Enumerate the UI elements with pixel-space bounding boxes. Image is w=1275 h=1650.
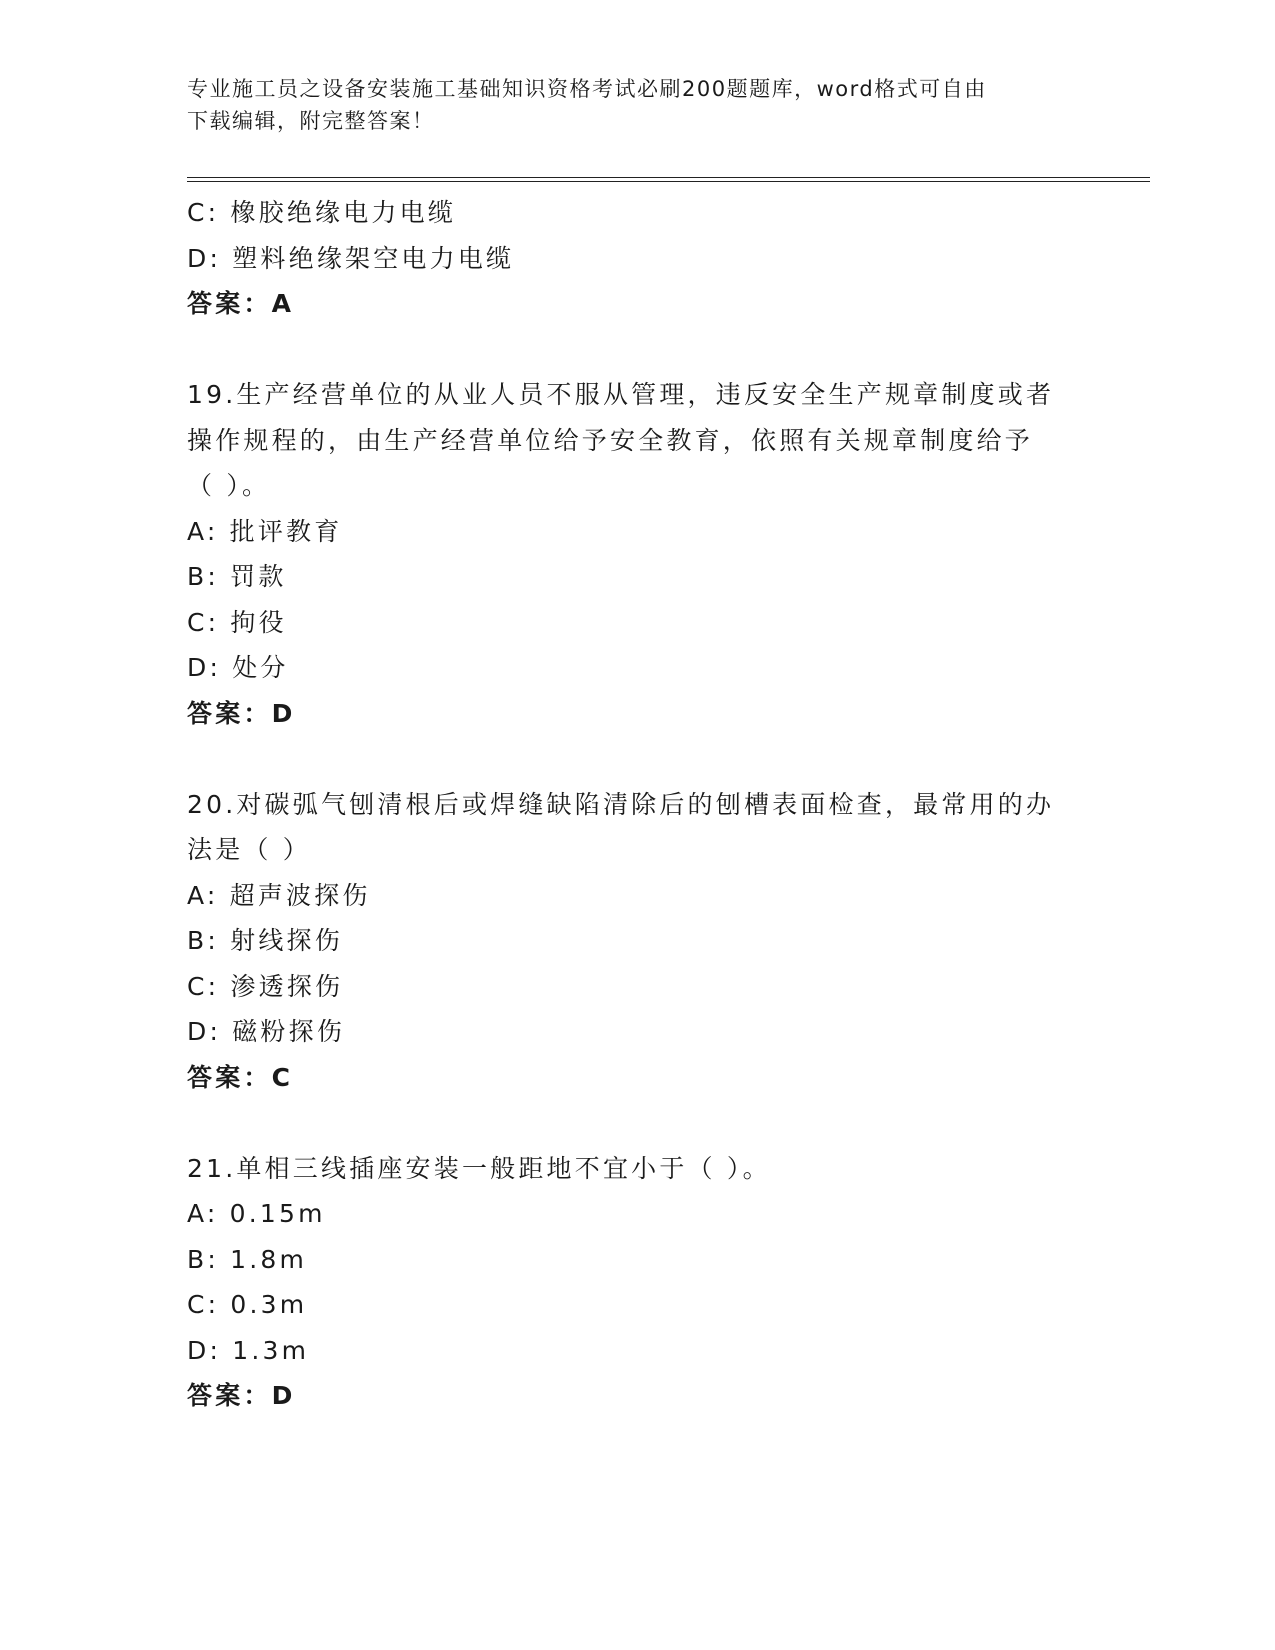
question-text-line: 20.对碳弧气刨清根后或焊缝缺陷清除后的刨槽表面检查，最常用的办 [187,789,1055,819]
question-block-21 [187,1146,1087,1419]
answer: 答案：A [187,289,295,318]
option-d: D: 1.3m [187,1335,310,1365]
option-a: A: 批评教育 [187,516,343,546]
spacer [187,1100,1087,1146]
spacer [187,327,1087,373]
option-c: C: 0.3m [187,1290,308,1319]
option-b: B: 射线探伤 [187,926,343,955]
option-b: B: 1.8m [187,1244,308,1274]
header-divider-bottom [187,181,1150,182]
question-block-19 [187,372,1087,736]
option-d: D: 磁粉探伤 [187,1017,346,1046]
option-a: A: 超声波探伤 [187,880,371,910]
header-divider-top [187,177,1150,178]
answer: 答案：D [187,1381,296,1410]
answer: 答案：C [187,1062,294,1092]
question-list [187,190,1087,1419]
option-d: D: 塑料绝缘架空电力电缆 [187,243,515,273]
option-c: C: 橡胶绝缘电力电缆 [187,198,457,227]
option-c: C: 拘役 [187,607,287,637]
option-d: D: 处分 [187,653,289,682]
option-c: C: 渗透探伤 [187,971,344,1001]
question-block-18 [187,190,1087,327]
spacer [187,736,1087,782]
document-header [187,73,1087,137]
question-block-20 [187,782,1087,1101]
question-text-line: （ ）。 [187,471,271,500]
answer: 答案：D [187,698,296,728]
option-b: B: 罚款 [187,562,287,591]
header-line-2: 下载编辑，附完整答案！ [187,109,435,133]
question-text-line: 21.单相三线插座安装一般距地不宜小于（ ）。 [187,1153,771,1183]
question-text-line: 操作规程的，由生产经营单位给予安全教育，依照有关规章制度给予 [187,425,1034,455]
question-text-line: 19.生产经营单位的从业人员不服从管理，违反安全生产规章制度或者 [187,380,1055,409]
question-text-line: 法是（ ） [187,835,311,864]
header-line-1: 专业施工员之设备安装施工基础知识资格考试必刷200题题库，word格式可自由 [187,77,987,101]
option-a: A: 0.15m [187,1199,326,1228]
